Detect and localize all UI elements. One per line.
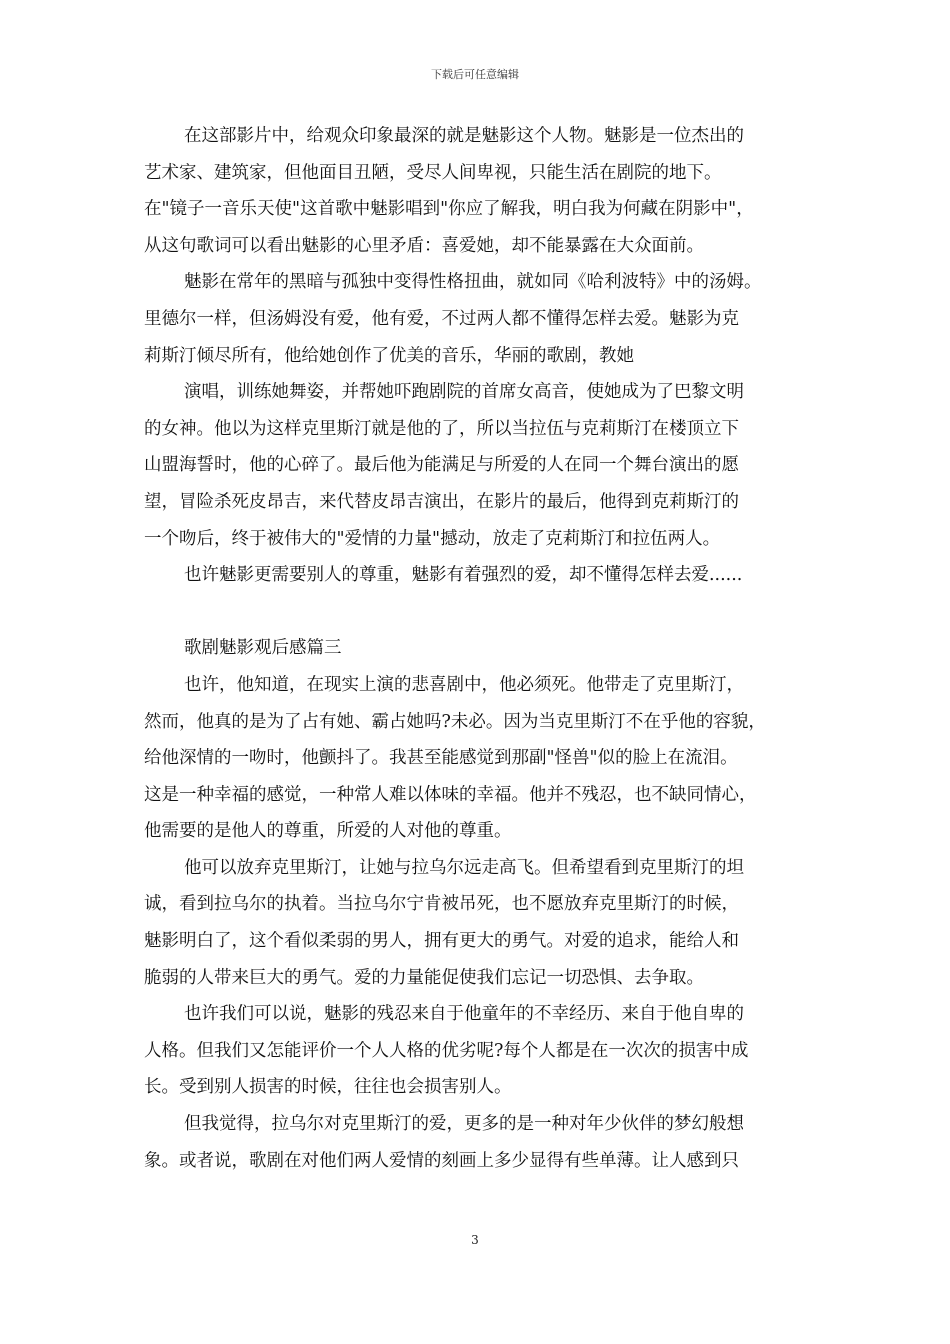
page-number: 3 bbox=[471, 1233, 479, 1247]
text-line: 一个吻后，终于被伟大的"爱情的力量"撼动，放走了克莉斯汀和拉伍两人。 bbox=[144, 528, 721, 549]
text-line: 然而，他真的是为了占有她、霸占她吗?未必。因为当克里斯汀不在乎他的容貌， bbox=[144, 711, 766, 732]
text-line: 在"镜子一音乐天使"这首歌中魅影唱到"你应了解我，明白我为何藏在阴影中"， bbox=[144, 199, 754, 220]
text-line: 演唱，训练她舞姿，并帮她吓跑剧院的首席女高音，使她成为了巴黎文明 bbox=[184, 382, 744, 403]
text-line: 给他深情的一吻时，他颤抖了。我甚至能感觉到那副"怪兽"似的脸上在流泪。 bbox=[144, 748, 738, 769]
text-line: 诚，看到拉乌尔的执着。当拉乌尔宁肯被吊死，也不愿放弃克里斯汀的时候， bbox=[144, 894, 739, 915]
text-line: 艺术家、建筑家，但他面目丑陋，受尽人间卑视，只能生活在剧院的地下。 bbox=[144, 162, 722, 183]
text-line: 的女神。他以为这样克里斯汀就是他的了，所以当拉伍与克莉斯汀在楼顶立下 bbox=[144, 418, 739, 439]
text-line: 在这部影片中，给观众印象最深的就是魅影这个人物。魅影是一位杰出的 bbox=[184, 126, 744, 146]
text-line: 长。受到别人损害的时候，往往也会损害别人。 bbox=[144, 1077, 512, 1098]
text-line: 也许魅影更需要别人的尊重，魅影有着强烈的爱，却不懂得怎样去爱...... bbox=[184, 565, 743, 586]
text-line: 山盟海誓时，他的心碎了。最后他为能满足与所爱的人在同一个舞台演出的愿 bbox=[144, 455, 739, 476]
text-line: 里德尔一样，但汤姆没有爱，他有爱，不过两人都不懂得怎样去爱。魅影为克 bbox=[144, 308, 739, 329]
text-line: 魅影明白了，这个看似柔弱的男人，拥有更大的勇气。对爱的追求，能给人和 bbox=[144, 931, 739, 952]
text-line: 也许，他知道，在现实上演的悲喜剧中，他必须死。他带走了克里斯汀， bbox=[184, 674, 744, 695]
text-line: 望，冒险杀死皮昂吉，来代替皮昂吉演出，在影片的最后，他得到克莉斯汀的 bbox=[144, 491, 739, 512]
section-heading: 歌剧魅影观后感篇三 bbox=[184, 638, 342, 659]
text-line: 莉斯汀倾尽所有，他给她创作了优美的音乐，华丽的歌剧，教她 bbox=[144, 345, 634, 366]
text-line: 人格。但我们又怎能评价一个人人格的优劣呢?每个人都是在一次次的损害中成 bbox=[144, 1040, 749, 1061]
text-line: 脆弱的人带来巨大的勇气。爱的力量能促使我们忘记一切恐惧、去争取。 bbox=[144, 967, 704, 988]
text-line: 这是一种幸福的感觉，一种常人难以体味的幸福。他并不残忍，也不缺同情心， bbox=[144, 784, 757, 805]
page-header: 下载后可任意编辑 bbox=[431, 68, 519, 81]
body-text bbox=[144, 118, 824, 1179]
text-line: 他可以放弃克里斯汀，让她与拉乌尔远走高飞。但希望看到克里斯汀的坦 bbox=[184, 857, 744, 878]
paragraph-spacer bbox=[144, 594, 824, 631]
text-line: 但我觉得，拉乌尔对克里斯汀的爱，更多的是一种对年少伙伴的梦幻般想 bbox=[184, 1114, 744, 1135]
text-line: 也许我们可以说，魅影的残忍来自于他童年的不幸经历、来自于他自卑的 bbox=[184, 1004, 744, 1025]
text-line: 从这句歌词可以看出魅影的心里矛盾：喜爱她，却不能暴露在大众面前。 bbox=[144, 235, 704, 256]
text-line: 象。或者说，歌剧在对他们两人爱情的刻画上多少显得有些单薄。让人感到只 bbox=[144, 1150, 739, 1171]
text-line: 他需要的是他人的尊重，所爱的人对他的尊重。 bbox=[144, 821, 512, 842]
text-line: 魅影在常年的黑暗与孤独中变得性格扭曲，就如同《哈利波特》中的汤姆。 bbox=[184, 272, 762, 293]
